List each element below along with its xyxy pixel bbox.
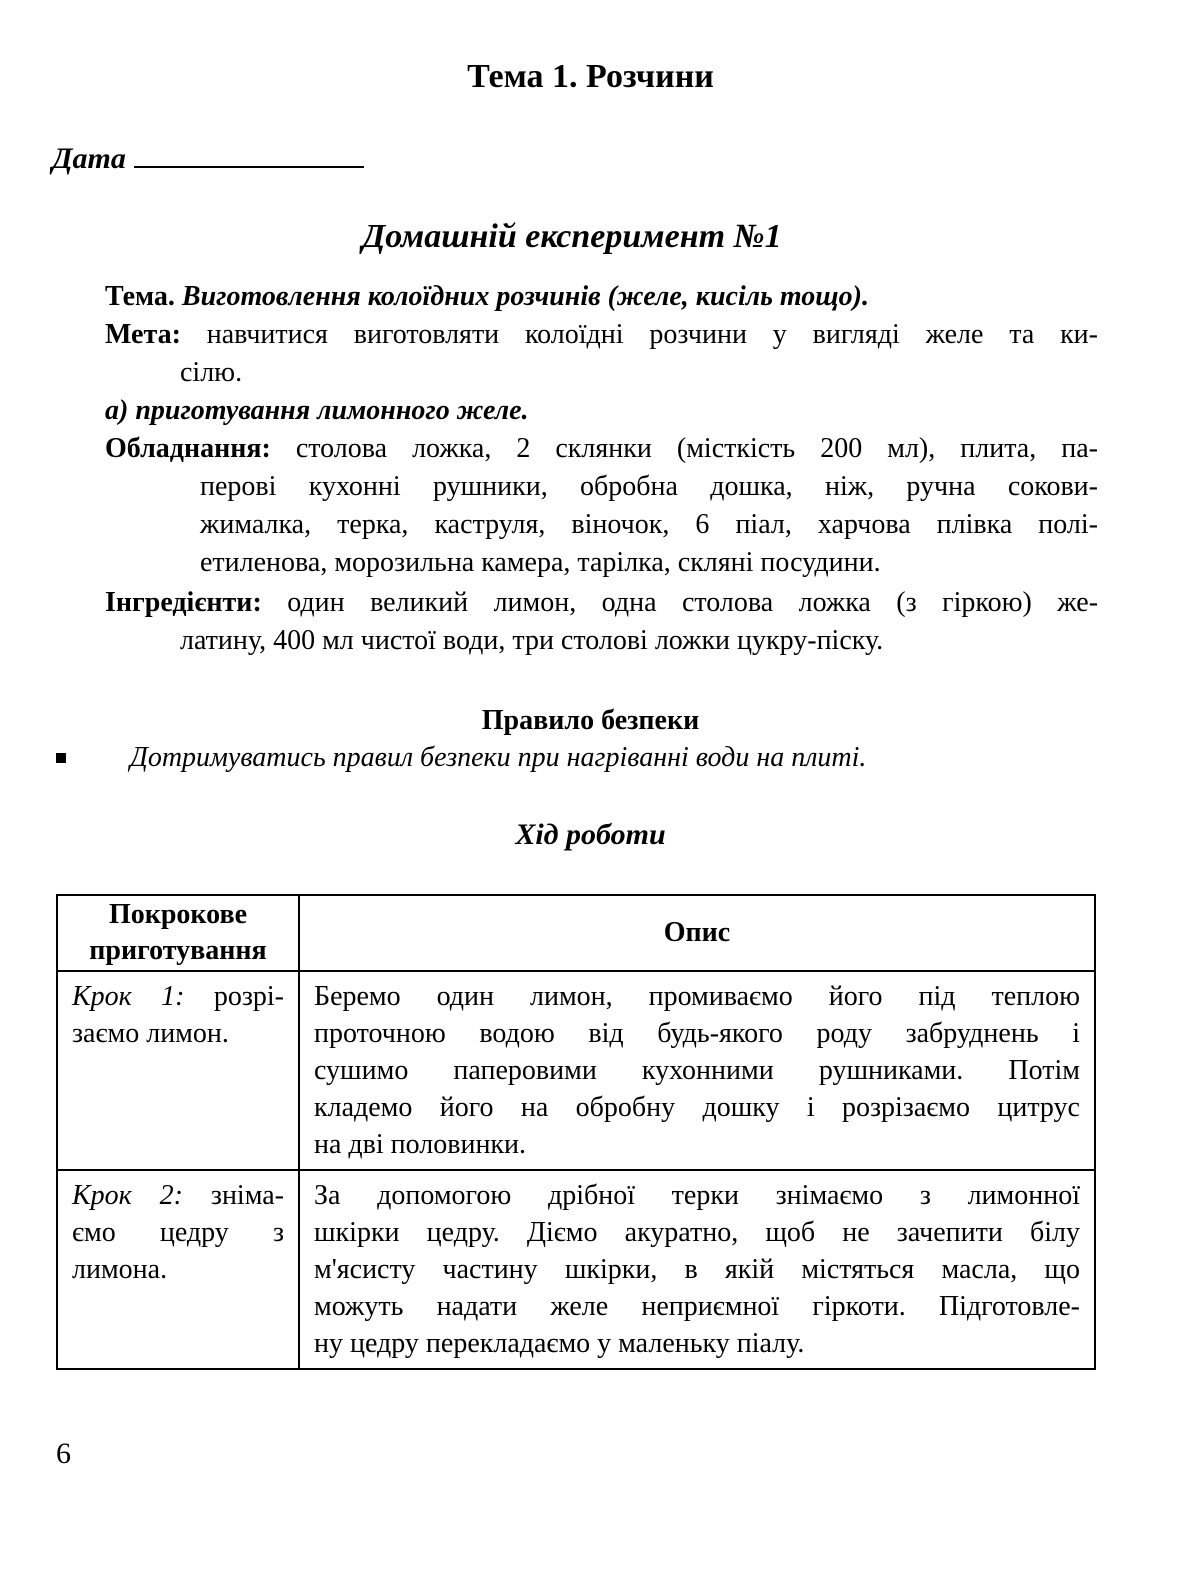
description-line: проточною водою від будь-якого роду забруднень і <box>314 1018 1080 1049</box>
ingredients-line-2: латину, 400 мл чистої води, три столові ложки цукру-піску. <box>180 625 884 656</box>
safety-rule: Дотримуватись правил безпеки при нагріванні води на плиті. <box>130 742 867 773</box>
ingredients-text-1: один великий лимон, одна столова ложка (з гіркою) же- <box>287 587 1099 618</box>
step-cell <box>57 1170 299 1369</box>
safety-heading: Правило безпеки <box>481 705 700 736</box>
topic-title: Тема 1. Розчини <box>467 58 714 95</box>
step-label: Крок 1: <box>72 981 185 1012</box>
description-cell <box>299 1170 1095 1369</box>
step-line <box>72 1177 284 1214</box>
bullet-square-icon <box>56 753 66 763</box>
description-line: можуть надати желе неприємної гіркоти. Підготовле- <box>314 1291 1080 1322</box>
table-row <box>57 1170 1095 1369</box>
step-line: заємо лимон. <box>72 1018 229 1049</box>
goal-line-2: сілю. <box>180 357 243 388</box>
header-description-column: Опис <box>299 895 1095 971</box>
header-step-line-2: приготування <box>89 935 267 966</box>
subsection-title: а) приготування лимонного желе. <box>105 395 529 426</box>
experiment-title: Домашній експеримент №1 <box>362 218 782 255</box>
theme-text: Виготовлення колоїдних розчинів (желе, кисіль тощо). <box>181 281 869 312</box>
equipment-line-4: етиленова, морозильна камера, тарілка, скляні посудини. <box>200 547 881 578</box>
goal-label: Мета: <box>105 319 181 350</box>
equipment-line-3: жималка, терка, каструля, віночок, 6 піал, харчова плівка полі- <box>200 509 1098 540</box>
description-line: на дві половинки. <box>314 1129 527 1160</box>
work-heading: Хід роботи <box>515 818 666 851</box>
date-field <box>52 140 364 176</box>
steps-table <box>56 894 1096 1370</box>
description-line: м'ясисту частину шкірки, в якій містяться масла, що <box>314 1254 1080 1285</box>
theme-line <box>105 278 869 316</box>
description-line: кладемо його на обробну дошку і розрізаємо цитрус <box>314 1092 1080 1123</box>
description-line: ну цедру перекладаємо у маленьку піалу. <box>314 1328 805 1359</box>
date-blank-line <box>134 140 364 168</box>
goal-text-1: навчитися виготовляти колоїдні розчини у вигляді желе та ки- <box>206 319 1098 350</box>
description-line: За допомогою дрібної терки знімаємо з лимонної <box>314 1180 1080 1211</box>
description-line: шкірки цедру. Діємо акуратно, щоб не зачепити білу <box>314 1217 1080 1248</box>
table-row <box>57 971 1095 1170</box>
equipment-text-1: столова ложка, 2 склянки (місткість 200 мл), плита, па- <box>295 433 1099 464</box>
goal-line-1 <box>105 316 1098 354</box>
step-text: зніма- <box>210 1180 284 1211</box>
step-text: розрі- <box>213 981 284 1012</box>
description-cell <box>299 971 1095 1170</box>
ingredients-line-1 <box>105 584 1098 622</box>
equipment-line-1 <box>105 430 1098 468</box>
ingredients-label: Інгредієнти: <box>105 587 262 618</box>
header-step-column <box>57 895 299 971</box>
step-line: ємо цедру з <box>72 1217 284 1248</box>
header-step-line-1: Покрокове <box>108 899 248 930</box>
description-line: Беремо один лимон, промиваємо його під теплою <box>314 981 1080 1012</box>
description-line: сушимо паперовими кухонними рушниками. Потім <box>314 1055 1080 1086</box>
equipment-line-2: перові кухонні рушники, обробна дошка, ніж, ручна сокови- <box>200 471 1098 502</box>
equipment-label: Обладнання: <box>105 433 271 464</box>
date-label: Дата <box>52 142 126 175</box>
theme-label: Тема. <box>105 281 175 312</box>
table-header-row <box>57 895 1095 971</box>
step-line: лимона. <box>72 1254 168 1285</box>
step-cell <box>57 971 299 1170</box>
step-line <box>72 978 284 1015</box>
page-number: 6 <box>56 1437 71 1470</box>
step-label: Крок 2: <box>72 1180 183 1211</box>
